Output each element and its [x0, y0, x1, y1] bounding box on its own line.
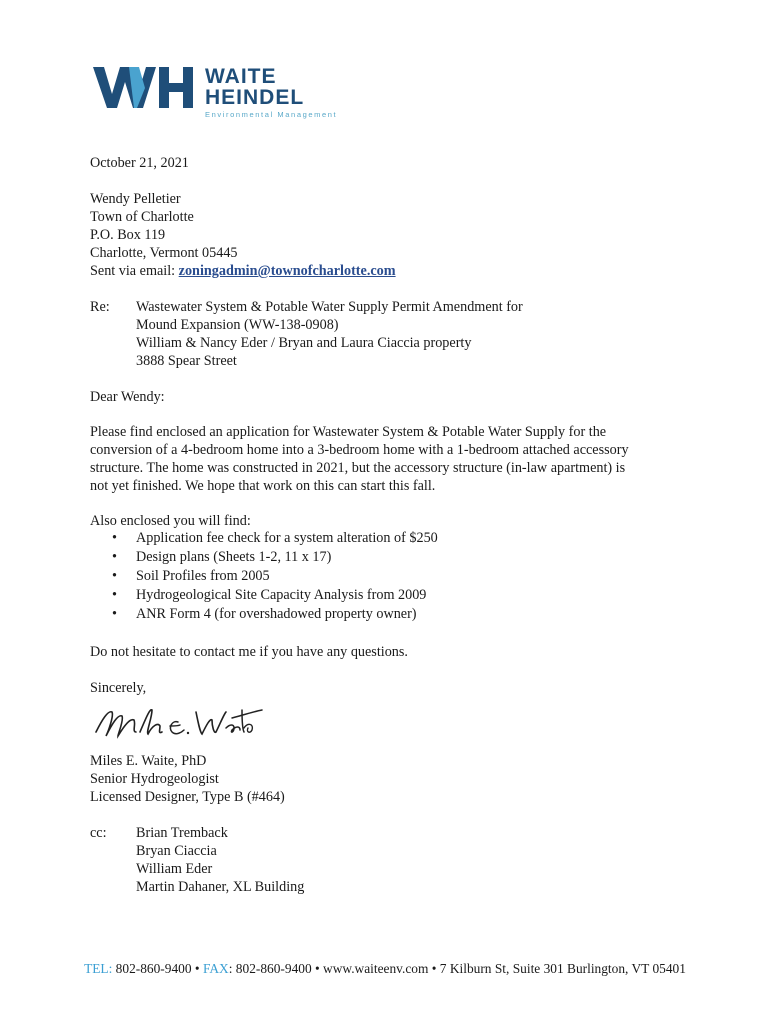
letter-date: October 21, 2021	[90, 155, 189, 171]
footer-tel-label: TEL:	[84, 961, 113, 976]
logo-tagline: Environmental Management	[205, 110, 338, 119]
bullet-icon: •	[112, 530, 117, 546]
re-line: William & Nancy Eder / Bryan and Laura Ciaccia property	[136, 335, 472, 351]
cc-label: cc:	[90, 825, 107, 841]
enclosures-intro: Also enclosed you will find:	[90, 513, 251, 529]
body-line: not yet finished. We hope that work on this can start this fall.	[90, 478, 436, 494]
recipient-email-line	[90, 262, 396, 280]
footer-fax-label: FAX	[202, 961, 229, 976]
re-line: Mound Expansion (WW-138-0908)	[136, 317, 339, 333]
handwritten-signature	[92, 698, 267, 746]
footer-fax-and-address: : 802-860-9400 • www.waiteenv.com • 7 Kilburn St, Suite 301 Burlington, VT 05401	[228, 961, 686, 976]
letterhead-footer	[0, 960, 770, 978]
list-item: • Design plans (Sheets 1-2, 11 x 17)	[112, 549, 332, 565]
wh-logo-mark-icon	[93, 64, 193, 110]
logo-text-waite: WAITE	[205, 65, 277, 88]
bullet-icon: •	[112, 549, 117, 565]
body-line: conversion of a 4-bedroom home into a 3-bedroom home with a 1-bedroom attached accessory	[90, 442, 629, 458]
cc-name: Martin Dahaner, XL Building	[136, 879, 305, 895]
list-item: • Soil Profiles from 2005	[112, 568, 270, 584]
cc-name: Brian Tremback	[136, 825, 228, 841]
recipient-city: Charlotte, Vermont 05445	[90, 245, 238, 261]
recipient-name: Wendy Pelletier	[90, 191, 181, 207]
signer-name: Miles E. Waite, PhD	[90, 753, 207, 769]
cc-name: William Eder	[136, 861, 213, 877]
re-lines	[136, 298, 523, 370]
re-line: Wastewater System & Potable Water Supply Permit Amendment for	[136, 299, 523, 315]
cc-name: Bryan Ciaccia	[136, 843, 217, 859]
logo-text-heindel: HEINDEL	[205, 86, 305, 109]
list-item: • ANR Form 4 (for overshadowed property owner)	[112, 606, 417, 622]
signer-license: Licensed Designer, Type B (#464)	[90, 789, 285, 805]
recipient-org: Town of Charlotte	[90, 209, 194, 225]
re-label: Re:	[90, 299, 110, 315]
body-paragraph	[90, 423, 629, 495]
enclosures-list	[90, 529, 438, 624]
body-line: structure. The home was constructed in 2021, but the accessory structure (in-law apartment) is	[90, 460, 626, 476]
body-line: Please find enclosed an application for Wastewater System & Potable Water Supply for the	[90, 424, 607, 440]
footer-tel: 802-860-9400 •	[112, 961, 203, 976]
closing-note: Do not hesitate to contact me if you have any questions.	[90, 644, 408, 660]
sign-off: Sincerely,	[90, 680, 147, 696]
company-logo	[93, 62, 343, 122]
bullet-icon: •	[112, 568, 117, 584]
salutation: Dear Wendy:	[90, 389, 165, 405]
signer-block	[90, 752, 285, 806]
list-item: • Application fee check for a system alteration of $250	[112, 530, 438, 546]
re-line: 3888 Spear Street	[136, 353, 237, 369]
bullet-icon: •	[112, 587, 117, 603]
cc-names	[136, 824, 304, 896]
bullet-icon: •	[112, 606, 117, 622]
signer-title: Senior Hydrogeologist	[90, 771, 219, 787]
recipient-po-box: P.O. Box 119	[90, 227, 166, 243]
recipient-address	[90, 190, 396, 280]
email-prefix: Sent via email:	[90, 263, 179, 279]
list-item: • Hydrogeological Site Capacity Analysis from 2009	[112, 587, 427, 603]
email-link[interactable]: zoningadmin@townofcharlotte.com	[178, 263, 396, 279]
